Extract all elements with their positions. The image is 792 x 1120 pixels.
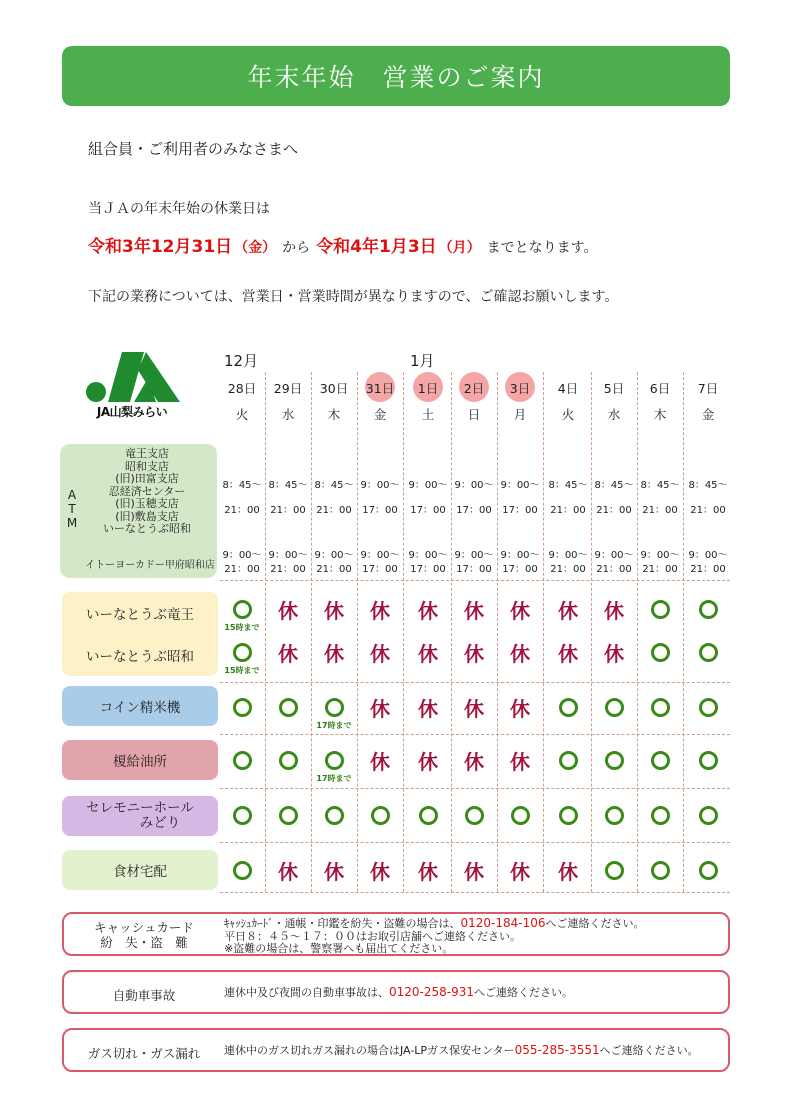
grid-row-divider	[220, 734, 730, 735]
phone-number[interactable]: 055-285-3551	[514, 1043, 600, 1057]
closed-label: 休	[370, 697, 390, 721]
atm-store-close-time: 21：00	[316, 564, 352, 575]
open-circle-icon	[559, 806, 578, 825]
closed-label: 休	[464, 697, 484, 721]
closed-label: 休	[324, 642, 344, 666]
closed-label: 休	[370, 642, 390, 666]
day-of-week: 日	[467, 407, 481, 422]
atm-label: A T M	[66, 488, 78, 530]
grid-row-divider	[220, 892, 730, 893]
atm-branch: 忍経済センター	[108, 484, 186, 498]
closed-mark	[545, 600, 591, 622]
open-mark	[451, 806, 497, 829]
atm-branch: (旧)玉穂支店	[115, 497, 179, 510]
closed-mark	[451, 600, 497, 622]
open-mark	[357, 806, 403, 829]
day-of-week: 木	[327, 407, 341, 422]
atm-store-open-time: 9：00～	[314, 550, 354, 561]
day-of-week: 木	[653, 407, 667, 422]
grid-row-divider	[220, 842, 730, 843]
open-circle-icon	[651, 751, 670, 770]
category-ceremony-hall	[62, 796, 218, 836]
holiday-start: 令和3年12月31日	[88, 237, 233, 257]
closed-label: 休	[418, 642, 438, 666]
open-circle-icon	[325, 751, 344, 770]
closed-mark	[451, 698, 497, 720]
logo-text: JA山梨みらい	[96, 405, 168, 419]
notice-text: 下記の業務については、営業日・営業時間が異なりますので、ご確認お願いします。	[88, 289, 619, 305]
open-circle-icon	[465, 806, 484, 825]
holiday-start-dow: （金）	[234, 240, 277, 256]
info-label: ガス切れ・ガス漏れ	[87, 1046, 201, 1061]
open-mark	[685, 643, 731, 666]
day-of-week: 火	[235, 407, 249, 422]
atm-store-close-time: 21：00	[270, 564, 306, 575]
info-box-cashcard	[62, 912, 730, 956]
service-name-line: みどり	[139, 815, 181, 831]
open-circle-icon	[605, 861, 624, 880]
service-name: いーなとうぶ昭和	[86, 649, 194, 665]
atm-close-time: 21：00	[224, 505, 260, 516]
open-circle-icon	[605, 806, 624, 825]
closed-mark	[545, 861, 591, 883]
open-circle-icon	[699, 698, 718, 717]
hours-note: 17時まで	[316, 721, 352, 730]
atm-store-close-time: 21：00	[224, 564, 260, 575]
open-mark	[685, 698, 731, 721]
atm-store-open-time: 9：00～	[594, 550, 634, 561]
closed-label: 休	[510, 697, 530, 721]
info-label: キャッシュカード 紛 失・盗 難	[94, 920, 194, 950]
day-of-week: 水	[607, 407, 621, 422]
closed-label: 休	[324, 860, 344, 884]
open-circle-icon	[651, 643, 670, 662]
service-name: いーなとうぶ竜王	[86, 607, 194, 623]
closed-label: 休	[510, 642, 530, 666]
closed-mark	[357, 751, 403, 773]
atm-branch: 竜王支店	[125, 447, 169, 460]
atm-open-time: 8：45～	[688, 480, 728, 491]
closed-mark	[311, 861, 357, 883]
day-date: 2日	[463, 381, 485, 396]
open-circle-icon	[233, 698, 252, 717]
atm-open-time: 9：00～	[408, 480, 448, 491]
atm-open-time: 8：45～	[222, 480, 262, 491]
closed-mark	[265, 643, 311, 665]
closed-mark	[357, 861, 403, 883]
open-mark	[219, 806, 265, 829]
open-mark	[685, 600, 731, 623]
closed-label: 休	[278, 860, 298, 884]
open-mark	[265, 751, 311, 774]
atm-open-time: 8：45～	[640, 480, 680, 491]
closed-mark	[497, 643, 543, 665]
open-mark	[405, 806, 451, 829]
open-circle-icon	[651, 806, 670, 825]
service-name-line: セレモニーホール	[86, 800, 194, 816]
category-coin-rice: コイン精米機	[62, 686, 218, 726]
open-circle-icon	[651, 600, 670, 619]
closed-label: 休	[418, 860, 438, 884]
atm-close-time: 21：00	[270, 505, 306, 516]
open-circle-icon	[325, 806, 344, 825]
open-circle-icon	[233, 751, 252, 770]
open-mark	[265, 806, 311, 829]
atm-store-close-time: 21：00	[642, 564, 678, 575]
closed-label: 休	[464, 599, 484, 623]
ja-logo-icon	[82, 348, 182, 404]
open-mark	[219, 698, 265, 721]
open-circle-icon	[559, 751, 578, 770]
grid-column-divider	[543, 372, 544, 892]
open-circle-icon	[419, 806, 438, 825]
closed-label: 休	[464, 860, 484, 884]
closed-label: 休	[464, 750, 484, 774]
closed-label: 休	[370, 860, 390, 884]
open-mark	[265, 698, 311, 721]
atm-open-time: 9：00～	[360, 480, 400, 491]
closed-label: 休	[370, 750, 390, 774]
day-date: 1日	[417, 381, 439, 396]
day-date: 7日	[697, 381, 719, 396]
page-title: 年末年始 営業のご案内	[62, 46, 730, 106]
atm-close-time: 21：00	[596, 505, 632, 516]
closed-mark	[545, 643, 591, 665]
day-date: 30日	[319, 381, 349, 396]
month-jan: 1月	[410, 352, 435, 370]
closed-mark	[497, 600, 543, 622]
closed-mark	[405, 861, 451, 883]
day-date: 31日	[365, 381, 395, 396]
closed-mark	[405, 643, 451, 665]
closed-label: 休	[418, 599, 438, 623]
atm-store-open-time: 9：00～	[408, 550, 448, 561]
closed-mark	[591, 600, 637, 622]
hours-note: 15時まで	[224, 666, 260, 675]
open-circle-icon	[699, 600, 718, 619]
open-circle-icon	[699, 861, 718, 880]
category-inatobu	[62, 592, 218, 676]
atm-branch: いーなとうぶ昭和	[103, 522, 191, 535]
closed-mark	[451, 751, 497, 773]
closed-label: 休	[558, 642, 578, 666]
category-food-delivery: 食材宅配	[62, 850, 218, 890]
open-mark	[637, 600, 683, 623]
intro-text: 当ＪＡの年末年始の休業日は	[88, 201, 270, 217]
day-of-week: 金	[373, 407, 387, 422]
closed-mark	[357, 698, 403, 720]
closed-label: 休	[278, 599, 298, 623]
open-circle-icon	[699, 643, 718, 662]
closed-label: 休	[464, 642, 484, 666]
atm-close-time: 17：00	[456, 505, 492, 516]
open-circle-icon	[233, 643, 252, 662]
day-date: 3日	[509, 381, 531, 396]
open-mark	[685, 806, 731, 829]
grid-row-divider	[220, 580, 730, 581]
closed-mark	[497, 751, 543, 773]
day-of-week: 金	[701, 407, 715, 422]
day-of-week: 火	[561, 407, 575, 422]
atm-close-time: 17：00	[410, 505, 446, 516]
day-of-week: 月	[513, 407, 527, 422]
open-mark	[311, 698, 357, 721]
info-label: 自動車事故	[112, 988, 176, 1003]
grid-row-divider	[220, 788, 730, 789]
day-date: 29日	[273, 381, 303, 396]
atm-store-open-time: 9：00～	[500, 550, 540, 561]
closed-label: 休	[278, 642, 298, 666]
open-circle-icon	[559, 698, 578, 717]
atm-store-close-time: 17：00	[410, 564, 446, 575]
atm-store-close-time: 21：00	[550, 564, 586, 575]
open-circle-icon	[651, 698, 670, 717]
closed-mark	[357, 600, 403, 622]
atm-open-time: 8：45～	[268, 480, 308, 491]
atm-store-close-time: 17：00	[502, 564, 538, 575]
atm-close-time: 21：00	[550, 505, 586, 516]
closed-label: 休	[558, 860, 578, 884]
open-circle-icon	[651, 861, 670, 880]
day-of-week: 土	[421, 407, 435, 422]
info-text: ｷｬｯｼｭｶｰﾄﾞ・通帳・印鑑を紛失・盗難の場合は、0120-184-106へご連絡ください。 平日８：４５～１７：００はお取引店舗へご連絡ください。 ※盗難の場合は、警察署へも届出てください。	[224, 916, 645, 955]
atm-store: イトーヨーカドー甲府昭和店	[85, 560, 215, 571]
atm-store-close-time: 17：00	[362, 564, 398, 575]
atm-store-close-time: 21：00	[690, 564, 726, 575]
open-mark	[591, 806, 637, 829]
atm-close-time: 21：00	[690, 505, 726, 516]
open-mark	[637, 751, 683, 774]
open-circle-icon	[233, 600, 252, 619]
atm-store-open-time: 9：00～	[268, 550, 308, 561]
atm-branch-list	[92, 448, 202, 536]
closed-label: 休	[418, 697, 438, 721]
closed-mark	[265, 600, 311, 622]
atm-close-time: 17：00	[502, 505, 538, 516]
open-circle-icon	[699, 806, 718, 825]
day-of-week: 水	[281, 407, 295, 422]
closed-mark	[311, 600, 357, 622]
phone-number[interactable]: 0120-258-931	[389, 985, 475, 999]
grid-row-divider	[220, 682, 730, 683]
atm-open-time: 9：00～	[454, 480, 494, 491]
info-box-gas	[62, 1028, 730, 1072]
open-mark	[591, 861, 637, 884]
atm-store-open-time: 9：00～	[548, 550, 588, 561]
category-gas-station: 榎給油所	[62, 740, 218, 780]
closed-mark	[451, 643, 497, 665]
closed-mark	[357, 643, 403, 665]
open-mark	[219, 600, 265, 623]
open-circle-icon	[279, 806, 298, 825]
holiday-end-dow: （月）	[438, 240, 481, 256]
open-mark	[545, 806, 591, 829]
atm-branch: 昭和支店	[125, 459, 169, 473]
atm-store-close-time: 17：00	[456, 564, 492, 575]
open-circle-icon	[605, 751, 624, 770]
closed-label: 休	[510, 599, 530, 623]
open-circle-icon	[371, 806, 390, 825]
open-mark	[497, 806, 543, 829]
open-mark	[637, 861, 683, 884]
atm-close-time: 21：00	[316, 505, 352, 516]
closed-label: 休	[510, 750, 530, 774]
open-mark	[219, 861, 265, 884]
closed-mark	[405, 751, 451, 773]
closed-mark	[405, 600, 451, 622]
atm-store-open-time: 9：00～	[640, 550, 680, 561]
holiday-kara: から	[282, 240, 311, 256]
info-box-car-accident	[62, 970, 730, 1014]
atm-store-open-time: 9：00～	[360, 550, 400, 561]
atm-open-time: 8：45～	[548, 480, 588, 491]
open-circle-icon	[325, 698, 344, 717]
atm-open-time: 9：00～	[500, 480, 540, 491]
closed-mark	[497, 861, 543, 883]
atm-store-close-time: 21：00	[596, 564, 632, 575]
open-mark	[219, 751, 265, 774]
grid-column-divider	[403, 372, 404, 892]
closed-mark	[311, 643, 357, 665]
open-mark	[637, 643, 683, 666]
closed-label: 休	[558, 599, 578, 623]
closed-label: 休	[324, 599, 344, 623]
closed-label: 休	[604, 599, 624, 623]
open-mark	[219, 643, 265, 666]
atm-store-open-time: 9：00～	[454, 550, 494, 561]
atm-branch: (旧)敷島支店	[115, 509, 179, 523]
greeting: 組合員・ご利用者のみなさまへ	[88, 140, 299, 158]
open-circle-icon	[279, 698, 298, 717]
closed-mark	[591, 643, 637, 665]
open-circle-icon	[233, 806, 252, 825]
open-circle-icon	[279, 751, 298, 770]
day-date: 4日	[557, 381, 579, 396]
open-circle-icon	[605, 698, 624, 717]
holiday-suffix: までとなります。	[486, 240, 598, 256]
atm-store-open-time: 9：00～	[222, 550, 262, 561]
closed-mark	[497, 698, 543, 720]
day-date: 28日	[227, 381, 257, 396]
ja-logo	[82, 348, 182, 420]
atm-store-open-time: 9：00～	[688, 550, 728, 561]
open-mark	[311, 751, 357, 774]
grid-column-divider	[683, 372, 684, 892]
info-text: 連休中のガス切れガス漏れの場合はJA-LPガス保安センター055-285-3551へご連絡ください。	[224, 1043, 699, 1057]
closed-mark	[451, 861, 497, 883]
open-mark	[311, 806, 357, 829]
open-mark	[637, 698, 683, 721]
info-text: 連休中及び夜間の自動車事故は、0120-258-931へご連絡ください。	[224, 985, 574, 999]
holiday-end: 令和4年1月3日	[316, 237, 437, 257]
atm-branch: (旧)田富支店	[115, 472, 179, 485]
closed-label: 休	[604, 642, 624, 666]
open-mark	[545, 751, 591, 774]
day-date: 5日	[603, 381, 625, 396]
day-date: 6日	[649, 381, 671, 396]
holiday-period	[88, 232, 598, 257]
open-circle-icon	[511, 806, 530, 825]
closed-label: 休	[418, 750, 438, 774]
open-mark	[685, 751, 731, 774]
open-mark	[591, 698, 637, 721]
phone-number[interactable]: 0120-184-106	[460, 916, 546, 930]
open-mark	[685, 861, 731, 884]
closed-label: 休	[370, 599, 390, 623]
open-mark	[637, 806, 683, 829]
open-circle-icon	[699, 751, 718, 770]
month-dec: 12月	[224, 352, 259, 370]
hours-note: 15時まで	[224, 623, 260, 632]
open-circle-icon	[233, 861, 252, 880]
open-mark	[545, 698, 591, 721]
atm-open-time: 8：45～	[314, 480, 354, 491]
atm-open-time: 8：45～	[594, 480, 634, 491]
closed-label: 休	[510, 860, 530, 884]
atm-close-time: 21：00	[642, 505, 678, 516]
open-mark	[591, 751, 637, 774]
closed-mark	[265, 861, 311, 883]
hours-note: 17時まで	[316, 774, 352, 783]
atm-close-time: 17：00	[362, 505, 398, 516]
closed-mark	[405, 698, 451, 720]
